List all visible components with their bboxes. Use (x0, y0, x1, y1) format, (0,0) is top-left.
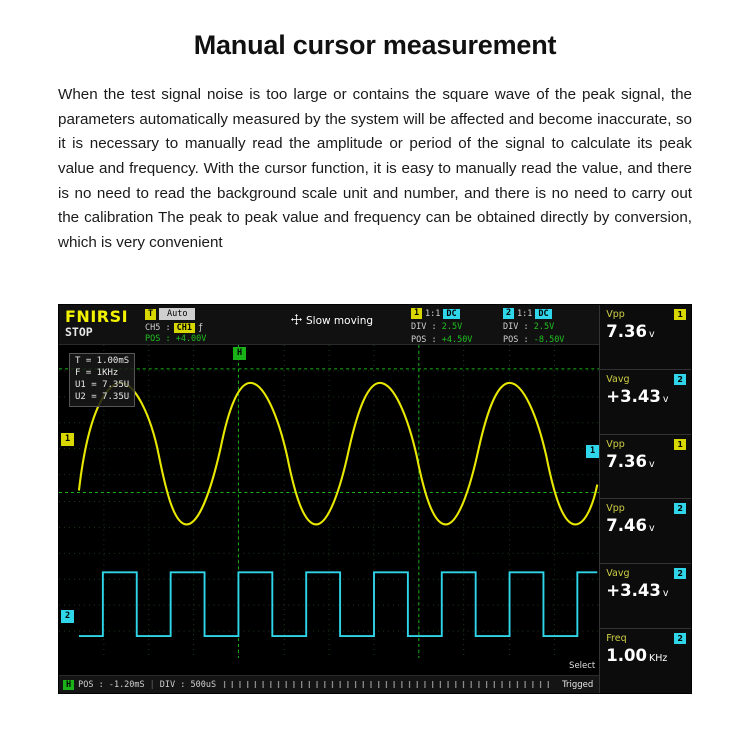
measurement-cell[interactable] (600, 305, 691, 370)
channel2-probe[interactable]: 1:1 (517, 308, 533, 319)
cursor-readout-line: U1 = 7.35U (75, 379, 130, 390)
center-status-label: Slow moving (306, 315, 374, 327)
measurement-name: Vavg (606, 568, 630, 580)
select-label[interactable]: Select (569, 661, 596, 671)
measurement-channel-tag: 2 (674, 568, 686, 579)
measurement-value: 1.00 (606, 646, 647, 666)
channel1-div-value[interactable]: 2.5V (441, 322, 463, 332)
measurement-value: +3.43 (606, 581, 661, 601)
measurement-value-group (606, 322, 686, 341)
trigger-source-group[interactable] (145, 323, 203, 333)
measurement-value: 7.36 (606, 322, 647, 341)
measurement-value-group (606, 646, 686, 665)
measurement-unit: v (649, 523, 655, 535)
grid-and-waveforms (59, 345, 599, 658)
channel2-div-value[interactable]: 2.5V (533, 322, 555, 332)
measurement-name: Vavg (606, 373, 630, 385)
measurement-cell[interactable] (600, 629, 691, 693)
channel1-pos-value[interactable]: +4.50V (441, 335, 473, 345)
channel2-pos-value[interactable]: -8.50V (533, 335, 565, 345)
measurement-unit: KHz (649, 653, 668, 665)
measurement-channel-tag: 2 (674, 374, 686, 385)
brand-logo: FNIRSI (65, 307, 129, 326)
timebase-value[interactable]: DIV : 500uS (159, 679, 217, 690)
trigger-mode-value[interactable]: Auto (159, 308, 195, 320)
trigger-status-label: Trigged (562, 679, 594, 690)
measurement-value: 7.36 (606, 451, 647, 471)
measurement-value: 7.46 (606, 516, 647, 536)
measurement-unit: v (662, 393, 669, 405)
scope-top-status-bar (59, 305, 599, 345)
channel2-tag: 2 (503, 308, 514, 319)
trigger-t-icon: T (145, 309, 156, 320)
channel1-tag: 1 (411, 308, 422, 319)
waveform-plot-area[interactable] (59, 345, 599, 675)
measurement-value-group (606, 581, 686, 600)
horizontal-tag-icon: H (63, 680, 74, 690)
center-status-group (291, 314, 373, 328)
scope-display (59, 305, 599, 693)
measurement-value-group (606, 516, 686, 535)
channel2-info[interactable] (503, 308, 564, 345)
measurement-channel-tag: 2 (674, 633, 686, 644)
measurement-name: Vpp (606, 309, 625, 320)
channel1-ground-marker[interactable]: 1 (61, 433, 74, 446)
channel1-probe[interactable]: 1:1 (425, 308, 441, 319)
channel2-ground-marker[interactable]: 2 (61, 610, 74, 623)
trigger-source-label: CH5 : (145, 323, 171, 333)
channel1-div-label: DIV : (411, 322, 437, 332)
measurement-value-group (606, 452, 686, 471)
move-icon (291, 314, 302, 328)
measurement-cell[interactable] (600, 564, 691, 629)
channel1-info[interactable] (411, 308, 472, 345)
trigger-level-value: POS : +4.00V (145, 334, 207, 344)
scope-main-area (59, 305, 691, 693)
trigger-position-marker[interactable]: H (233, 347, 246, 360)
run-state-label[interactable]: STOP (65, 325, 93, 339)
description-paragraph: When the test signal noise is too large or contains the square wave of the peak signal, the parameters automatically measured by the system will be affected and become inaccurate, so it is necessary to manually read the amplitude or period of the signal to calculate its peak value and frequency. With the cursor function, it is easy to manually read the value, and there is no need to read the background scale unit and number, and there is no need to carry out the calibration The peak to peak value and frequency can be obtained directly by conversion, which is very convenient (58, 86, 692, 251)
trigger-level-marker[interactable]: 1 (586, 445, 599, 458)
measurement-unit: v (649, 329, 655, 340)
cursor-readout-line: T = 1.00mS (75, 356, 130, 366)
measurement-value-group (606, 387, 686, 406)
channel1-pos-label: POS : (411, 335, 437, 345)
channel2-div-label: DIV : (503, 322, 529, 332)
oscilloscope-screen (58, 304, 692, 694)
measurement-unit: v (662, 588, 669, 600)
trigger-slope-icon[interactable]: ƒ (197, 323, 204, 333)
channel2-pos-label: POS : (503, 335, 529, 345)
scope-bottom-status-bar: H POS : -1.20mS | DIV : 500uS Trigged (59, 675, 599, 693)
memory-position-bar[interactable] (222, 680, 556, 689)
measurement-unit: v (649, 458, 655, 470)
measurement-channel-tag: 1 (674, 439, 686, 450)
measurement-cell[interactable] (600, 499, 691, 564)
cursor-readout-line: U2 = 7.35U (75, 391, 130, 402)
measurement-name: Freq (606, 633, 627, 645)
trigger-mode-group[interactable] (145, 308, 195, 320)
measurement-channel-tag: 1 (674, 309, 686, 320)
measurement-name: Vpp (606, 438, 625, 450)
page-title: Manual cursor measurement (193, 30, 557, 60)
measurement-panel (599, 305, 691, 693)
cursor-readout-line: F = 1KHz (75, 367, 119, 378)
channel2-coupling[interactable]: DC (535, 309, 551, 319)
measurement-cell[interactable] (600, 435, 691, 500)
measurement-channel-tag: 2 (674, 503, 686, 514)
measurement-cell[interactable] (600, 370, 691, 435)
measurement-name: Vpp (606, 503, 625, 515)
horizontal-position-value[interactable]: POS : -1.20mS (78, 679, 145, 690)
trigger-source-channel[interactable]: CH1 (174, 323, 195, 333)
cursor-readout-box (69, 353, 135, 407)
channel1-coupling[interactable]: DC (443, 309, 459, 319)
measurement-value: +3.43 (606, 386, 661, 406)
